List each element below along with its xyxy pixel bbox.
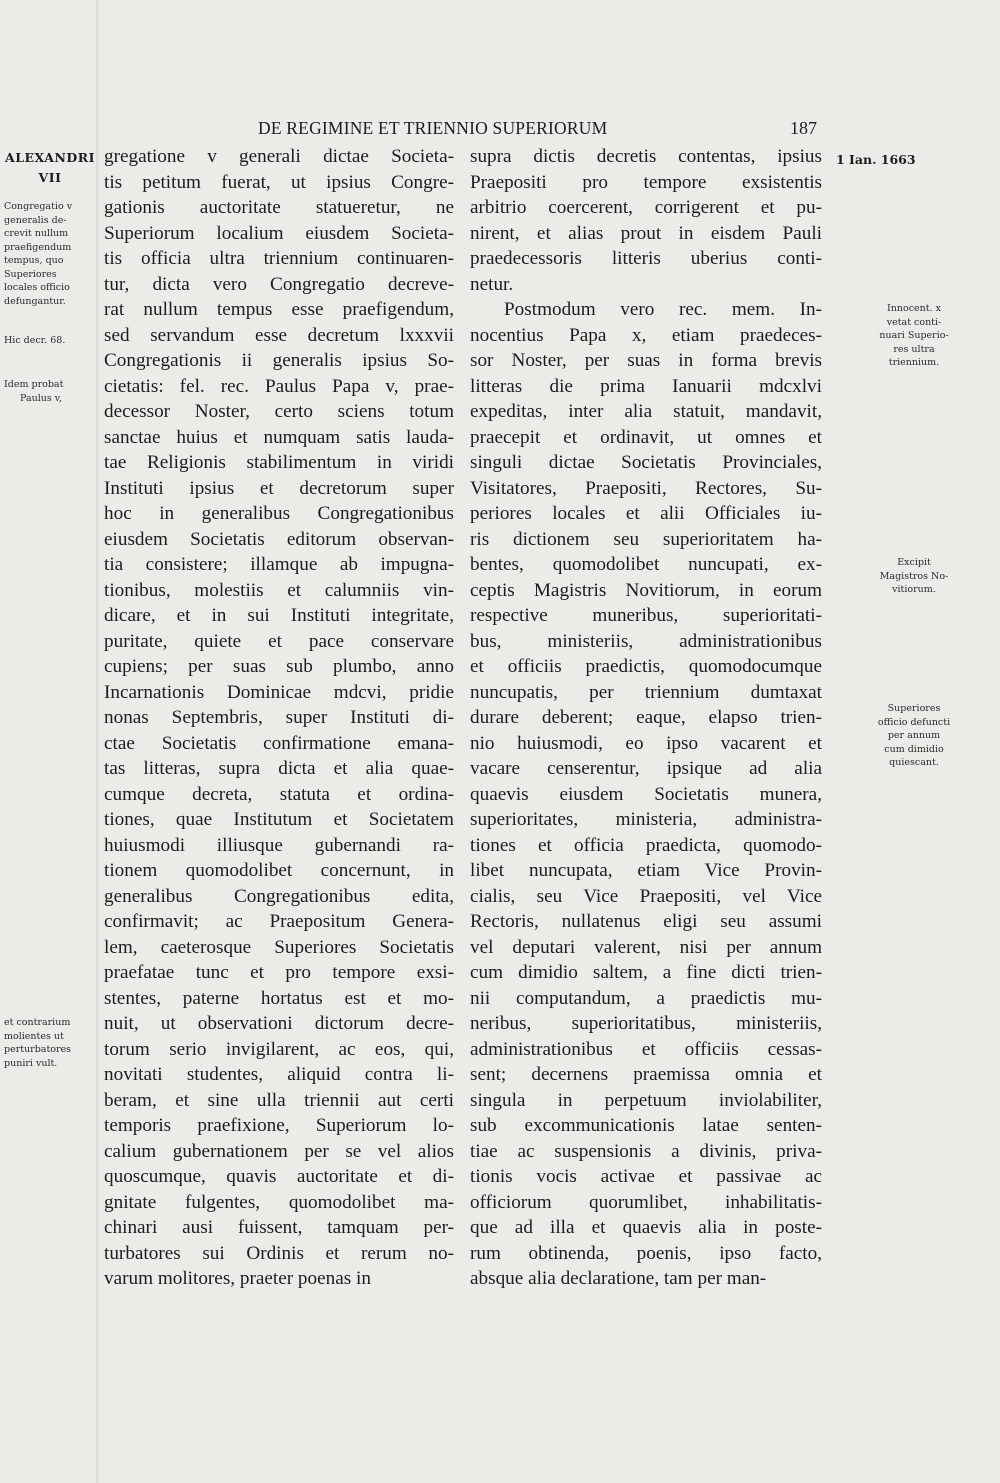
- margin-note-line: Idem probat: [4, 379, 64, 390]
- margin-note-line: Excipit: [897, 557, 931, 568]
- margin-note-line: res ultra: [893, 343, 935, 355]
- text-line: sub excommunicationis latae senten-: [470, 1115, 822, 1136]
- text-line: confirmavit; ac Praepositum Genera-: [104, 911, 454, 932]
- margin-note-line: Hic decr. 68.: [4, 335, 66, 346]
- text-column-right: [470, 144, 822, 1292]
- text-line: nuncupatis, per triennium dumtaxat: [470, 681, 822, 703]
- text-line: nirent, et alias prout in eisdem Pauli: [470, 222, 822, 244]
- margin-note-line: cum dimidio: [884, 743, 944, 755]
- text-line: sor Noster, per suas in forma brevis: [470, 350, 822, 371]
- text-line: quoscumque, quavis auctoritate et di-: [104, 1166, 454, 1187]
- text-line: bus, ministeriis, administrationibus: [470, 630, 822, 652]
- text-line: sed servandum esse decretum lxxxvii: [104, 324, 454, 346]
- margin-note-line: vetat conti-: [886, 316, 942, 328]
- margin-note-line: Superiores: [887, 703, 941, 714]
- margin-note-left: [4, 200, 96, 308]
- text-line: nuit, ut observationi dictorum decre-: [104, 1013, 454, 1034]
- text-line: puritate, quiete et pace conservare: [104, 630, 454, 652]
- margin-note-line: triennium.: [888, 357, 940, 368]
- text-line: et officiis praedictis, quomodocumque: [470, 656, 822, 677]
- text-line: tia consistere; illamque ab impugna-: [104, 554, 454, 575]
- text-line: praecepit et ordinavit, ut omnes et: [470, 426, 822, 448]
- margin-note-line: per annum: [887, 730, 941, 741]
- text-line: Praepositi pro tempore exsistentis: [470, 171, 822, 193]
- margin-note-line: vitiorum.: [892, 584, 936, 595]
- text-line: tae Religionis stabilimentum in viridi: [104, 452, 454, 473]
- margin-note-line: Magistros No-: [879, 570, 949, 582]
- margin-note-line: generalis de-: [4, 214, 67, 226]
- text-line: respective muneribus, superioritati-: [470, 605, 822, 626]
- margin-note-line: praefigendum: [4, 241, 72, 253]
- text-line: tionem quomodolibet concernunt, in: [104, 860, 454, 881]
- text-line: stentes, paterne hortatus est et mo-: [104, 987, 454, 1009]
- page-gutter-shadow: [96, 0, 100, 1483]
- text-line: gationis auctoritate statueretur, ne: [104, 197, 454, 218]
- margin-note-line: Congregatio v: [4, 201, 73, 212]
- text-line: expeditas, inter alia statuit, mandavit,: [470, 401, 822, 422]
- text-line: cupiens; per suas sub plumbo, anno: [104, 656, 454, 677]
- margin-note-right: [833, 556, 995, 597]
- margin-note-line: et contrarium: [4, 1017, 71, 1028]
- text-line: sanctae huius et numquam satis lauda-: [104, 426, 454, 448]
- margin-note-right: [833, 702, 995, 770]
- text-line: Superiorum localium eiusdem Societa-: [104, 222, 454, 244]
- margin-note-left: [4, 378, 96, 405]
- margin-note-line: crevit nullum: [4, 228, 69, 239]
- text-line: Postmodum vero rec. mem. In-: [504, 299, 822, 320]
- margin-note-line: Innocent. x: [887, 303, 941, 314]
- text-line: absque alia declaratione, tam per man-: [470, 1268, 767, 1289]
- text-line: superioritates, ministeria, administra-: [470, 809, 822, 830]
- text-line: novitati studentes, aliquid contra li-: [104, 1064, 454, 1085]
- text-line: nonas Septembris, super Instituti di-: [104, 707, 454, 728]
- page-number: 187: [790, 118, 817, 138]
- text-line: Rectoris, nullatenus eligi seu assumi: [470, 911, 822, 932]
- text-line: vel deputari valerent, nisi per annum: [470, 936, 822, 958]
- text-line: rat nullum tempus esse praefigendum,: [104, 299, 454, 320]
- text-column-left: [104, 144, 454, 1292]
- text-line: vacare censerentur, ipsique ad alia: [470, 758, 822, 779]
- margin-note-line: Superiores: [4, 268, 57, 280]
- text-line: tiones, quae Institutum et Societatem: [104, 809, 454, 830]
- text-line: sent; decernens praemissa omnia et: [470, 1064, 822, 1085]
- text-line: torum serio invigilarent, ac eos, qui,: [104, 1038, 454, 1060]
- text-line: quaevis eiusdem Societatis munera,: [470, 783, 822, 805]
- text-line: tis officia ultra triennium continuaren-: [104, 248, 454, 269]
- text-line: durare deberent; eaque, elapso trien-: [470, 707, 822, 728]
- margin-date: 1 Ian. 1663: [836, 152, 916, 167]
- text-line: cialis, seu Vice Praepositi, vel Vice: [470, 885, 822, 907]
- text-line: tiae ac suspensionis a divinis, priva-: [470, 1140, 822, 1162]
- text-line: neribus, superioritatibus, ministeriis,: [470, 1013, 822, 1034]
- margin-note-line: nuari Superio-: [879, 330, 949, 341]
- text-line: nocentius Papa x, etiam praedeces-: [470, 324, 822, 346]
- margin-note-line: defungantur.: [4, 295, 66, 307]
- text-line: temporis praefixione, Superiorum lo-: [104, 1115, 454, 1136]
- text-line: arbitrio coercerent, corrigerent et pu-: [470, 197, 822, 218]
- text-line: nii computandum, a praedictis mu-: [470, 987, 822, 1009]
- text-line: praefatae tunc et pro tempore exsi-: [104, 962, 454, 983]
- text-line: Instituti ipsius et decretorum super: [104, 477, 454, 499]
- text-line: eiusdem Societatis editorum observan-: [104, 528, 454, 550]
- text-line: ceptis Magistris Novitiorum, in eorum: [470, 579, 822, 601]
- margin-note-left: [4, 334, 96, 348]
- text-line: tas litteras, supra dicta et alia quae-: [104, 758, 454, 779]
- text-line: bentes, quomodolibet nuncupati, ex-: [470, 554, 822, 575]
- text-line: cumque decreta, statuta et ordina-: [104, 783, 454, 805]
- text-line: netur.: [470, 273, 514, 295]
- running-head: DE REGIMINE ET TRIENNIO SUPERIORUM: [258, 118, 608, 138]
- margin-note-line: locales officio: [4, 282, 70, 293]
- text-line: nio huiusmodi, eo ipso vacarent et: [470, 732, 822, 754]
- text-line: singula in perpetuum inviolabiliter,: [470, 1089, 822, 1111]
- text-line: tiones et officia praedicta, quomodo-: [470, 834, 822, 856]
- text-line: tionis vocis activae et passivae ac: [470, 1166, 822, 1187]
- text-line: turbatores sui Ordinis et rerum no-: [104, 1242, 454, 1264]
- text-line: dicare, et in sui Instituti integritate,: [104, 605, 454, 626]
- text-line: administrationibus et officiis cessas-: [470, 1038, 822, 1060]
- text-line: chinari ausi fuissent, tamquam per-: [104, 1217, 454, 1238]
- text-line: beram, et sine ulla triennii aut certi: [104, 1089, 454, 1111]
- text-line: periores locales et alii Officiales iu-: [470, 503, 822, 524]
- text-line: gnitate fulgentes, quomodolibet ma-: [104, 1191, 454, 1213]
- margin-pope-name: [4, 148, 96, 188]
- margin-note-left: [4, 1016, 96, 1070]
- text-line: Visitatores, Praepositi, Rectores, Su-: [470, 477, 822, 499]
- margin-note-line: tempus, quo: [4, 255, 64, 266]
- pope-name-line: VII: [38, 170, 62, 185]
- text-line: Incarnationis Dominicae mdcvi, pridie: [104, 681, 454, 703]
- text-line: cietatis: fel. rec. Paulus Papa v, prae-: [104, 375, 454, 397]
- text-line: rum obtinenda, poenis, ipso facto,: [470, 1242, 822, 1264]
- margin-note-line: perturbatores: [4, 1044, 72, 1055]
- text-line: varum molitores, praeter poenas in: [104, 1268, 371, 1289]
- text-line: libet nuncupata, etiam Vice Provin-: [470, 860, 822, 881]
- text-line: tur, dicta vero Congregatio decreve-: [104, 273, 454, 295]
- text-line: decessor Noster, certo sciens totum: [104, 401, 454, 422]
- text-line: supra dictis decretis contentas, ipsius: [470, 146, 822, 167]
- text-line: litteras die prima Ianuarii mdcxlvi: [470, 375, 822, 397]
- margin-note-line: molientes ut: [4, 1030, 64, 1042]
- text-line: tionibus, molestiis et calumniis vin-: [104, 579, 454, 601]
- text-line: tis petitum fuerat, ut ipsius Congre-: [104, 171, 454, 193]
- text-line: singuli dictae Societatis Provinciales,: [470, 452, 822, 473]
- text-line: generalibus Congregationibus edita,: [104, 885, 454, 907]
- text-line: hoc in generalibus Congregationibus: [104, 503, 454, 524]
- text-line: huiusmodi illiusque gubernandi ra-: [104, 834, 454, 856]
- text-line: officiorum quorumlibet, inhabilitatis-: [470, 1191, 822, 1213]
- pope-name-line: ALEXANDRI: [5, 150, 95, 165]
- margin-note-line: puniri vult.: [4, 1057, 58, 1069]
- margin-note-line: Paulus v,: [20, 392, 63, 404]
- text-line: cum dimidio saltem, a fine dicti trien-: [470, 962, 822, 983]
- margin-note-line: officio defuncti: [877, 716, 951, 728]
- text-line: ris dictionem seu superioritatem ha-: [470, 528, 822, 550]
- text-line: ctae Societatis confirmatione emana-: [104, 732, 454, 754]
- text-line: lem, caeterosque Superiores Societatis: [104, 936, 454, 958]
- margin-note-line: quiescant.: [889, 757, 939, 768]
- text-line: que ad illa et quaevis alia in poste-: [470, 1217, 822, 1238]
- text-line: gregatione v generali dictae Societa-: [104, 146, 454, 167]
- text-line: praedecessoris litteris uberius conti-: [470, 248, 822, 269]
- text-line: Congregationis ii generalis ipsius So-: [104, 350, 454, 371]
- margin-note-right: [833, 302, 995, 370]
- text-line: calium gubernationem per se vel alios: [104, 1140, 454, 1162]
